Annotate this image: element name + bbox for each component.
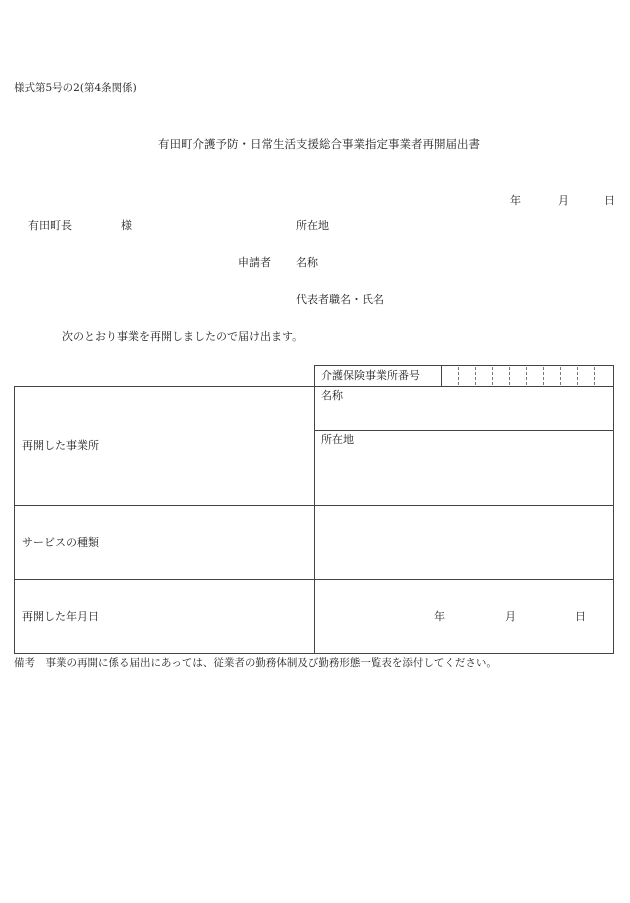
office-address-label: 所在地 [321,433,354,446]
digit-divider [543,367,544,385]
date-year: 年 [510,194,521,207]
insurance-number-label: 介護保険事業所番号 [321,369,420,382]
resume-date-month: 月 [505,610,516,623]
applicant-label: 申請者 [238,256,271,269]
table-border [613,365,614,654]
footnote: 備考 事業の再開に係る届出にあっては、従業者の勤務体制及び勤務形態一覧表を添付してください。 [14,657,497,669]
table-border [14,386,15,654]
office-label: 再開した事業所 [22,439,99,452]
table-border [14,653,614,654]
resume-date-day: 日 [575,610,586,623]
applicant-name-label: 名称 [296,256,318,269]
table-border [14,505,614,506]
digit-divider [492,367,493,385]
digit-divider [577,367,578,385]
digit-divider [475,367,476,385]
form-number: 様式第5号の2(第4条関係) [14,82,137,94]
digit-divider [560,367,561,385]
digit-divider [458,367,459,385]
intro-text: 次のとおり事業を再開しましたので届け出ます。 [62,330,304,343]
digit-divider [509,367,510,385]
date-day: 日 [604,194,615,207]
service-type-label: サービスの種類 [22,536,99,549]
applicant-representative-label: 代表者職名・氏名 [296,293,384,306]
addressee-honorific: 様 [121,219,132,232]
table-border [14,579,614,580]
table-border [14,386,614,387]
digit-divider [526,367,527,385]
table-border [314,365,614,366]
date-month: 月 [558,194,569,207]
document-title: 有田町介護予防・日常生活支援総合事業指定事業者再開届出書 [158,137,480,151]
resume-date-year: 年 [434,610,445,623]
table-border [441,365,442,386]
addressee-name: 有田町長 [28,219,72,232]
resume-date-label: 再開した年月日 [22,610,99,623]
digit-divider [594,367,595,385]
table-border [314,430,614,431]
office-name-label: 名称 [321,389,343,402]
applicant-address-label: 所在地 [296,219,329,232]
table-border [314,365,315,654]
